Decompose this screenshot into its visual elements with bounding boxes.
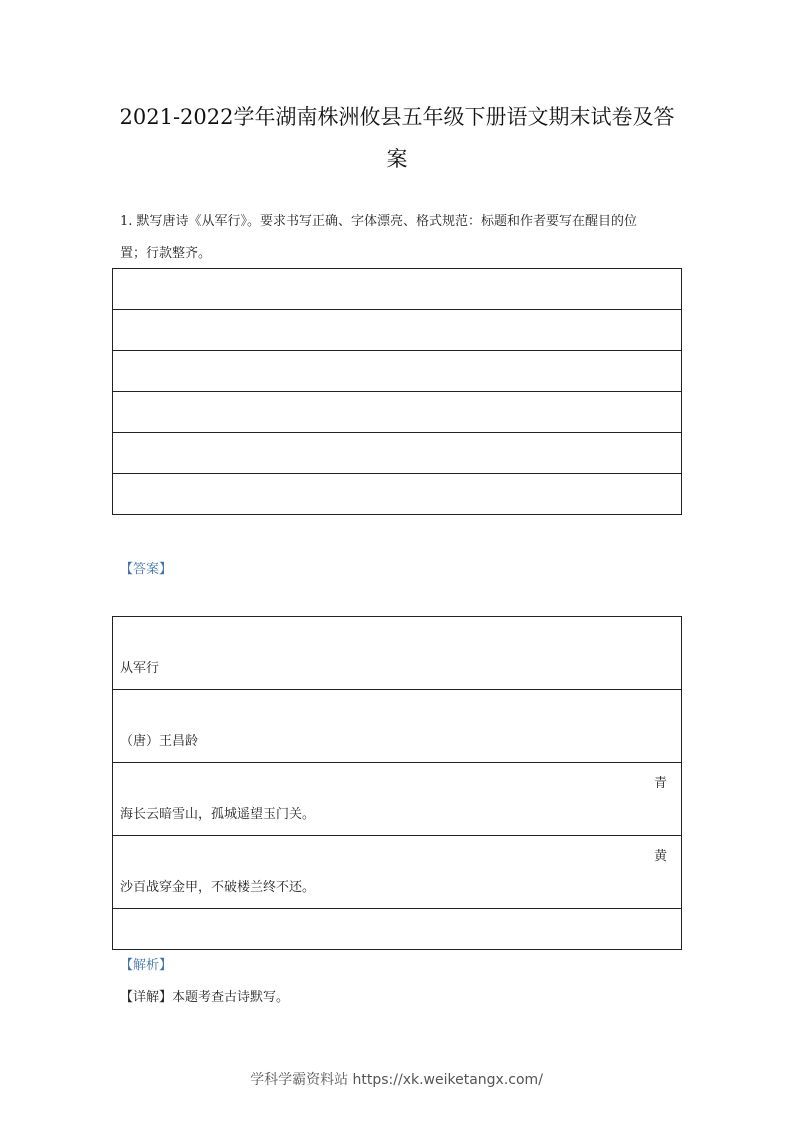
question-text-line-1: 1. 默写唐诗《从军行》。要求书写正确、字体漂亮、格式规范：标题和作者要写在醒目的位 [120,214,638,229]
blank-row [113,269,682,310]
answer-cell [113,836,682,909]
blank-row [113,474,682,515]
answer-row [113,909,682,950]
blank-row [113,392,682,433]
answer-grid [112,616,682,950]
answer-row [113,836,682,909]
poem-line-1: 海长云暗雪山，孤城遥望玉门关。 [120,807,316,822]
blank-row [113,433,682,474]
answer-row [113,763,682,836]
answer-cell [113,617,682,690]
blank-cell [113,269,682,310]
blank-cell [113,474,682,515]
answer-cell [113,909,682,950]
answer-tag: 【答案】 [120,562,173,577]
answer-row [113,690,682,763]
blank-cell [113,433,682,474]
footer-watermark: 学科学霸资料站 https://xk.weiketangx.com/ [250,1072,543,1088]
blank-cell [113,351,682,392]
blank-row [113,310,682,351]
poem-line-2: 沙百战穿金甲，不破楼兰终不还。 [120,880,316,895]
answer-cell [113,763,682,836]
document-title-line-1: 2021-2022学年湖南株洲攸县五年级下册语文期末试卷及答 [119,105,675,129]
question-text-line-2: 置；行款整齐。 [120,246,212,261]
blank-cell [113,310,682,351]
analysis-detail: 【详解】本题考查古诗默写。 [120,990,290,1005]
poem-line-1-start-char: 青 [653,776,667,791]
answer-cell [113,690,682,763]
analysis-tag: 【解析】 [120,958,173,973]
poem-author: （唐）王昌龄 [120,734,199,749]
answer-row [113,617,682,690]
document-title-line-2: 案 [386,147,408,171]
blank-writing-grid [112,268,682,515]
blank-cell [113,392,682,433]
blank-row [113,351,682,392]
poem-title: 从军行 [120,661,160,676]
poem-line-2-start-char: 黄 [653,849,667,864]
